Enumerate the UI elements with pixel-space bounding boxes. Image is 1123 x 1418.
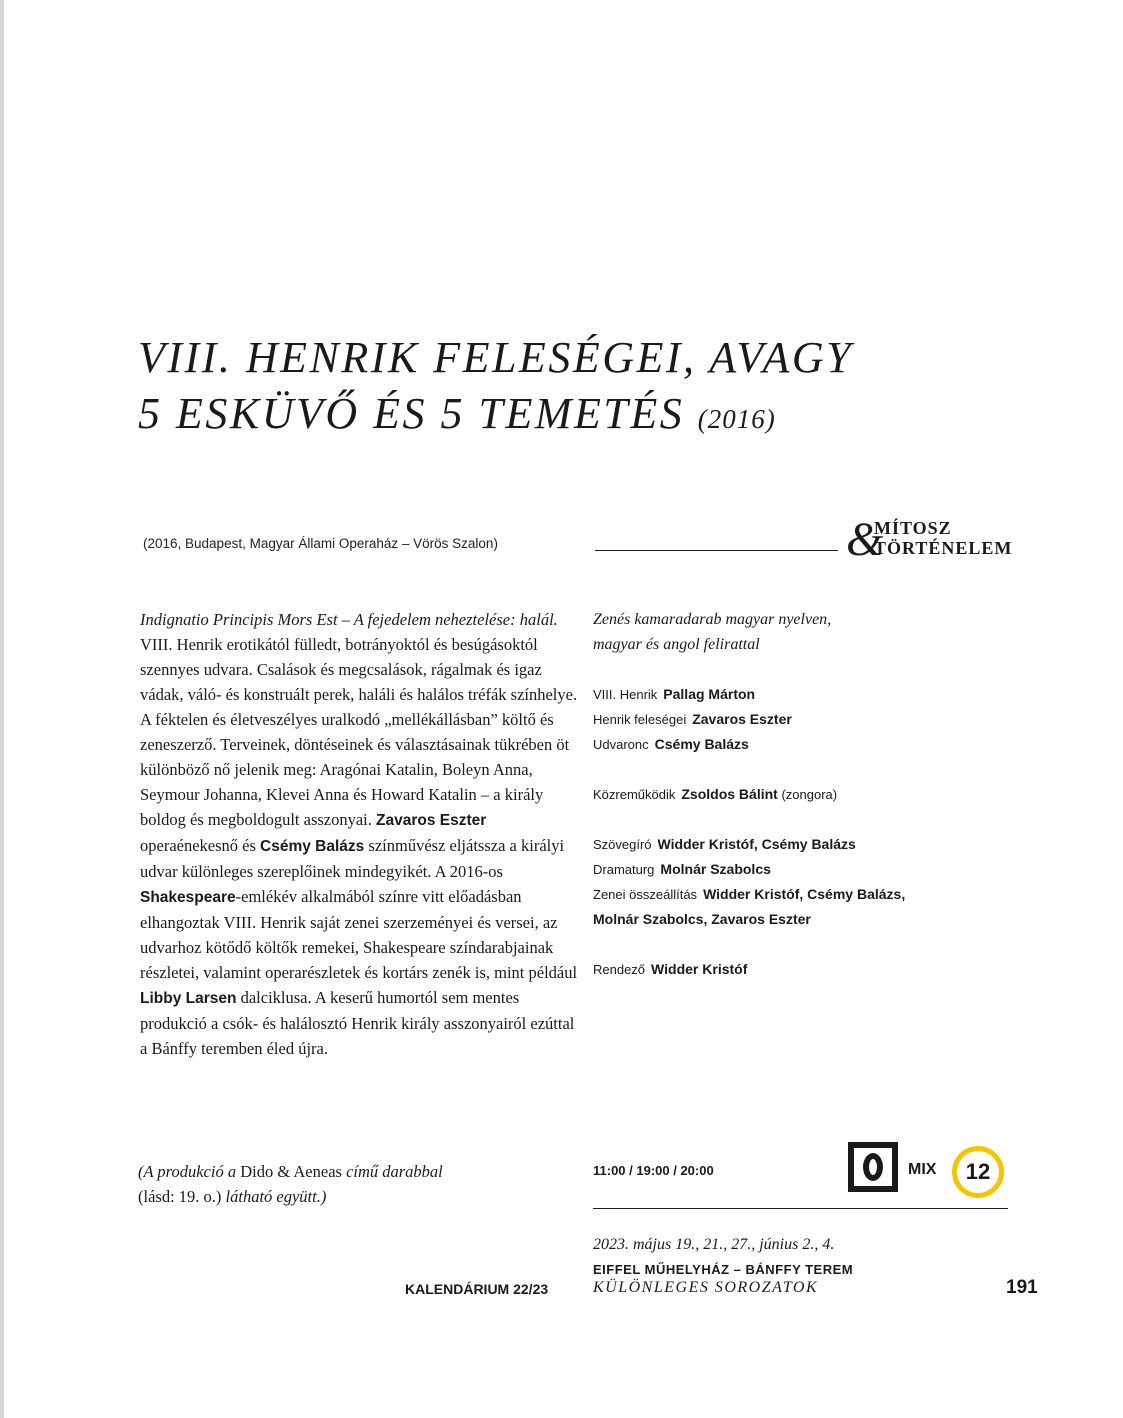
credit-role: VIII. Henrik bbox=[593, 687, 658, 702]
credit-role: Henrik feleségei bbox=[593, 712, 687, 727]
title-year: (2016) bbox=[697, 404, 776, 434]
credit-row bbox=[593, 882, 1033, 907]
page-title bbox=[138, 330, 1038, 447]
footer-section: KÜLÖNLEGES SOROZATOK bbox=[593, 1279, 819, 1296]
performer-credit bbox=[593, 782, 1033, 807]
series-word-2: TÖRTÉNELEM bbox=[874, 538, 1013, 558]
subtitle-line-1: Zenés kamaradarab magyar nyelven, bbox=[593, 611, 832, 628]
performance-dates: 2023. május 19., 21., 27., június 2., 4. bbox=[593, 1236, 835, 1253]
credit-row bbox=[593, 682, 1033, 707]
performer-name: Zavaros Eszter bbox=[376, 812, 487, 829]
credit-row bbox=[593, 732, 1033, 757]
note-work-title: Dido & Aeneas bbox=[240, 1162, 342, 1181]
credit-name: Zavaros Eszter bbox=[692, 711, 792, 727]
credit-name: Zsoldos Bálint bbox=[681, 786, 778, 802]
note-text: látható együtt.) bbox=[225, 1187, 327, 1206]
credit-name: Widder Kristóf, Csémy Balázs bbox=[657, 836, 856, 852]
credit-name: Widder Kristóf bbox=[651, 961, 748, 977]
credit-row bbox=[593, 907, 1033, 932]
companion-note bbox=[138, 1159, 558, 1209]
text-segment: színművész eljátssza a királyi udvar különleges szereplőinek mindegyikét. A 2016-os bbox=[140, 836, 565, 881]
credit-name: Pallag Márton bbox=[663, 686, 756, 702]
intro-motto: Indignatio Principis Mors Est – A fejedelem neheztelése: halál. bbox=[140, 610, 558, 629]
subtitle-line-2: magyar és angol felirattal bbox=[593, 636, 760, 653]
description bbox=[140, 607, 580, 1061]
series-logo bbox=[846, 513, 1046, 566]
premiere-venue: (2016, Budapest, Magyar Állami Operaház – Vörös Szalon) bbox=[143, 536, 498, 551]
credits-column bbox=[593, 607, 1033, 1007]
production-subtitle bbox=[593, 607, 1033, 657]
crew-list bbox=[593, 832, 1033, 932]
credit-row bbox=[593, 957, 1033, 982]
credit-row bbox=[593, 832, 1033, 857]
performer-name: Csémy Balázs bbox=[260, 838, 365, 855]
title-line-1: VIII. HENRIK FELESÉGEI, AVAGY bbox=[138, 333, 854, 382]
footer-publication: KALENDÁRIUM 22/23 bbox=[405, 1281, 549, 1297]
credit-role: Szövegíró bbox=[593, 837, 652, 852]
author-name: Shakespeare bbox=[140, 889, 236, 906]
composer-name: Libby Larsen bbox=[140, 990, 237, 1007]
credit-row bbox=[593, 707, 1033, 732]
cast-list bbox=[593, 682, 1033, 757]
o-letter-icon bbox=[863, 1153, 883, 1181]
note-text: című darabbal bbox=[341, 1162, 443, 1181]
o-square-icon bbox=[848, 1142, 898, 1192]
note-reference: (lásd: 19. o.) bbox=[138, 1187, 226, 1206]
performance-location: EIFFEL MŰHELYHÁZ – BÁNFFY TEREM bbox=[593, 1262, 854, 1277]
credit-instrument: (zongora) bbox=[777, 787, 838, 802]
text-segment: -emlékév alkalmából színre vitt előadásban elhangoztak VIII. Henrik saját zenei szerzeményei és versei, az udvarhoz kötődő költők remekei, Shakespeare színdarabjainak részletei, valamint operarészletek és kortárs zenék is, mint például bbox=[140, 887, 578, 982]
credit-name: Csémy Balázs bbox=[654, 736, 749, 752]
page-number: 191 bbox=[1006, 1277, 1038, 1298]
text-segment: operaénekesnő és bbox=[140, 836, 261, 855]
credit-role: Közreműködik bbox=[593, 787, 676, 802]
credit-name: Molnár Szabolcs bbox=[660, 861, 771, 877]
series-word-1: MÍTOSZ bbox=[874, 518, 952, 538]
credit-name: Widder Kristóf, Csémy Balázs, bbox=[703, 886, 906, 902]
ampersand-mark: & bbox=[846, 513, 884, 566]
credit-row bbox=[593, 857, 1033, 882]
divider-top bbox=[595, 550, 838, 551]
credit-role: Rendező bbox=[593, 962, 646, 977]
page-edge bbox=[0, 0, 4, 1418]
credit-role: Dramaturg bbox=[593, 862, 655, 877]
showtimes: 11:00 / 19:00 / 20:00 bbox=[593, 1163, 714, 1178]
description-paragraph bbox=[140, 607, 580, 1061]
credit-name: Molnár Szabolcs, Zavaros Eszter bbox=[593, 911, 811, 927]
credit-row bbox=[593, 782, 1033, 807]
mix-label: MIX bbox=[908, 1161, 937, 1178]
credit-role: Udvaronc bbox=[593, 737, 649, 752]
note-text: (A produkció a bbox=[138, 1162, 241, 1181]
divider-bottom bbox=[593, 1208, 1008, 1209]
age-rating-badge: 12 bbox=[952, 1146, 1004, 1198]
director-credit bbox=[593, 957, 1033, 982]
text-segment: VIII. Henrik erotikától fülledt, botrányoktól és besúgásoktól szennyes udvara. Csalások és megcsalások, rágalmak és igaz vádak, váló- és konstruált perek, haláli és halálos tréfák színhelye. A féktelen és életveszélyes uralkodó „mellékállásban” költő és zeneszerző. Terveinek, döntéseinek és választásainak tükrében öt különböző nő jelenik meg: Aragónai Katalin, Boleyn Anna, Seymour Johanna, Klevei Anna és Howard Katalin – a király boldog és megboldogult asszonyai. bbox=[140, 635, 578, 829]
title-line-2: 5 ESKÜVŐ ÉS 5 TEMETÉS bbox=[138, 389, 685, 438]
credit-role: Zenei összeállítás bbox=[593, 887, 698, 902]
text-segment: dalciklusa. A keserű humortól sem mentes produkció a csók- és halálosztó Henrik király asszonyairól ezúttal a Bánffy teremben éled újra. bbox=[140, 988, 575, 1058]
